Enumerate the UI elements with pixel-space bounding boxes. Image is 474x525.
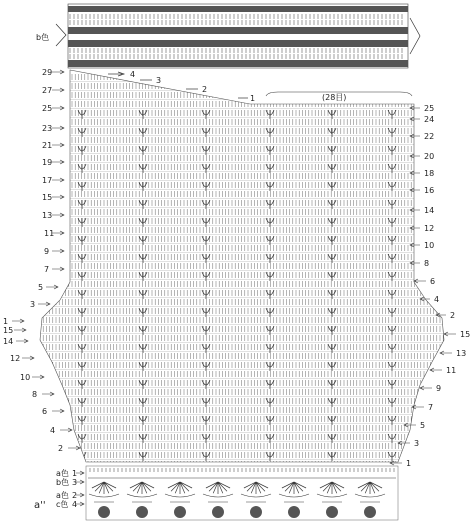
row-label: 2	[450, 311, 456, 320]
bracket-left	[56, 24, 66, 46]
row-label: 20	[424, 152, 435, 161]
row-label: 15	[42, 193, 53, 202]
shaping-label-1: 1	[250, 94, 256, 103]
border-row-1: 1	[72, 469, 78, 478]
row-label: 9	[44, 247, 50, 256]
row-label: 14	[424, 206, 435, 215]
border-row-4: 4	[72, 500, 78, 509]
row-label: 21	[42, 141, 53, 150]
shaping-label-2: 2	[202, 85, 208, 94]
row-label: 22	[424, 132, 435, 141]
row-label: 9	[436, 384, 442, 393]
row-label: 15	[3, 326, 14, 335]
row-label: 23	[42, 124, 53, 133]
row-label: 11	[446, 366, 457, 375]
border-color-a2: a色	[56, 491, 69, 500]
row-label: 15	[460, 330, 471, 339]
shaping-label-3: 3	[156, 76, 162, 85]
border-row-2: 2	[72, 491, 78, 500]
row-label: 13	[42, 211, 53, 220]
border-color-c: c色	[56, 500, 69, 509]
row-label: 13	[456, 349, 467, 358]
row-label: 5	[38, 283, 44, 292]
top-band	[36, 4, 420, 68]
row-label: 17	[42, 176, 53, 185]
shaping-label-4: 4	[130, 70, 136, 79]
row-label: 12	[424, 224, 435, 233]
row-label: 11	[44, 229, 55, 238]
row-label: 7	[428, 403, 434, 412]
row-label: 3	[414, 439, 420, 448]
row-label: 8	[424, 259, 430, 268]
row-label: 19	[42, 158, 53, 167]
border-color-a: a色	[56, 469, 69, 478]
row-label: 1	[3, 317, 9, 326]
bracket-right	[410, 18, 420, 54]
border-row-3: 3	[72, 478, 78, 487]
row-label: 29	[42, 68, 53, 77]
row-label: 10	[424, 241, 435, 250]
band-color-label: b色	[36, 33, 50, 42]
row-label: 8	[32, 390, 38, 399]
row-label: 25	[424, 104, 435, 113]
stitch-count-label: (28目)	[322, 93, 347, 102]
row-label: 14	[3, 337, 14, 346]
row-label: 5	[420, 421, 426, 430]
left-labels-upper	[3, 68, 64, 326]
row-label: 18	[424, 169, 435, 178]
row-label: 7	[44, 265, 50, 274]
row-label: 6	[42, 407, 48, 416]
row-label: 10	[20, 373, 31, 382]
row-label: 16	[424, 186, 435, 195]
row-label: 6	[430, 277, 436, 286]
row-label: 25	[42, 104, 53, 113]
bottom-border	[34, 466, 398, 520]
row-label: 12	[10, 354, 21, 363]
border-color-b: b色	[56, 478, 70, 487]
row-label: 2	[58, 444, 64, 453]
row-label: 24	[424, 115, 435, 124]
motif-label: a''	[34, 500, 46, 511]
row-label: 27	[42, 86, 53, 95]
row-label: 1	[406, 459, 412, 468]
row-label: 4	[434, 295, 440, 304]
row-label: 3	[30, 300, 36, 309]
row-label: 4	[50, 426, 56, 435]
